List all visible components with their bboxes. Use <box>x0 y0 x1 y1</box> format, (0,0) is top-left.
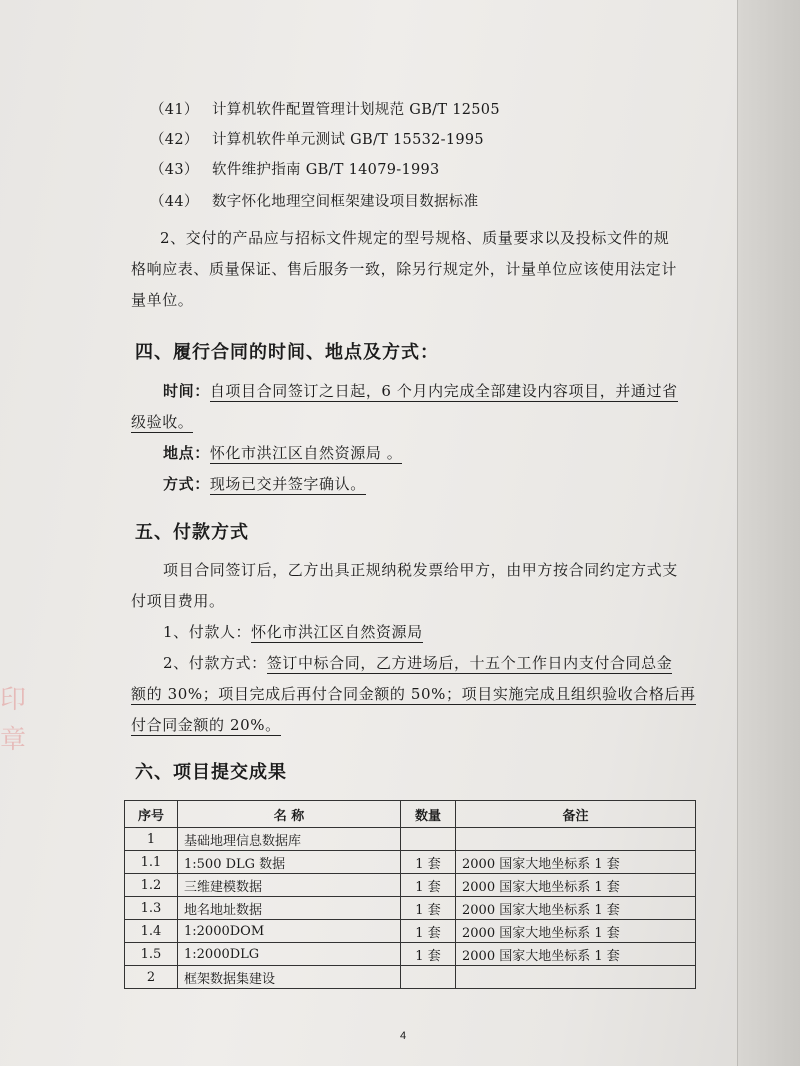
reference-item: （41） 计算机软件配置管理计划规范 GB/T 12505 <box>150 102 500 118</box>
cell: 1:500 DLG 数据 <box>178 851 401 874</box>
reference-item: （42） 计算机软件单元测试 GB/T 15532-1995 <box>150 132 484 148</box>
section-heading: 四、履行合同的时间、地点及方式： <box>135 342 439 363</box>
cell: 2000 国家大地坐标系 1 套 <box>456 897 696 920</box>
method-line: 方式：现场已交并签字确认。 <box>163 475 366 493</box>
place-line: 地点：怀化市洪江区自然资源局 。 <box>163 444 403 462</box>
paragraph-line: 格响应表、质量保证、售后服务一致，除另行规定外，计量单位应该使用法定计 <box>131 260 678 278</box>
time-line: 时间：自项目合同签订之日起，6 个月内完成全部建设内容项目，并通过省 <box>163 382 678 400</box>
cell: 2000 国家大地坐标系 1 套 <box>456 943 696 966</box>
cell: 1 套 <box>401 943 456 966</box>
cell: 1.1 <box>125 851 178 874</box>
paragraph-line: 2、交付的产品应与招标文件规定的型号规格、质量要求以及投标文件的规 <box>160 229 670 247</box>
cell: 1:2000DLG <box>178 943 401 966</box>
cell: 三维建模数据 <box>178 874 401 897</box>
payment-method-line: 2、付款方式：签订中标合同，乙方进场后，十五个工作日内支付合同总金 <box>163 654 673 672</box>
cell: 1 套 <box>401 897 456 920</box>
red-seal-stamp: 印 章 <box>0 685 27 755</box>
cell: 1 <box>125 828 178 851</box>
payment-method-line-cont: 额的 30%；项目完成后再付合同金额的 50%；项目实施完成且组织验收合格后再 <box>131 685 696 703</box>
cell: 1.3 <box>125 897 178 920</box>
cell: 框架数据集建设 <box>178 966 401 989</box>
table-row <box>125 851 696 874</box>
header-cell: 备注 <box>456 801 696 828</box>
table-header-row <box>125 801 696 828</box>
paragraph-line: 项目合同签订后，乙方出具正规纳税发票给甲方，由甲方按合同约定方式支 <box>163 561 678 579</box>
table-row <box>125 828 696 851</box>
cell <box>456 966 696 989</box>
cell <box>401 966 456 989</box>
header-cell: 名 称 <box>178 801 401 828</box>
payment-method-line-cont: 付合同金额的 20%。 <box>131 716 281 734</box>
header-cell: 序号 <box>125 801 178 828</box>
cell: 1 套 <box>401 920 456 943</box>
cell: 地名地址数据 <box>178 897 401 920</box>
cell: 2 <box>125 966 178 989</box>
cell: 1 套 <box>401 851 456 874</box>
table-row <box>125 897 696 920</box>
table-row <box>125 966 696 989</box>
deliverables-table <box>124 800 696 989</box>
cell: 2000 国家大地坐标系 1 套 <box>456 920 696 943</box>
cell <box>456 828 696 851</box>
cell: 2000 国家大地坐标系 1 套 <box>456 874 696 897</box>
table-row <box>125 943 696 966</box>
page-edge-shadow <box>737 0 800 1066</box>
paragraph-line: 付项目费用。 <box>131 592 225 610</box>
cell: 1.2 <box>125 874 178 897</box>
page-number: 4 <box>400 1030 407 1042</box>
section-heading: 六、项目提交成果 <box>135 762 287 783</box>
section-heading: 五、付款方式 <box>135 522 249 543</box>
cell: 1:2000DOM <box>178 920 401 943</box>
cell <box>401 828 456 851</box>
reference-item: （43） 软件维护指南 GB/T 14079-1993 <box>150 162 440 178</box>
header-cell: 数量 <box>401 801 456 828</box>
cell: 1.5 <box>125 943 178 966</box>
paragraph-line: 量单位。 <box>131 291 194 309</box>
payer-line: 1、付款人：怀化市洪江区自然资源局 <box>163 623 423 641</box>
table-row <box>125 874 696 897</box>
table-row <box>125 920 696 943</box>
time-line-cont: 级验收。 <box>131 413 194 431</box>
cell: 2000 国家大地坐标系 1 套 <box>456 851 696 874</box>
cell: 1.4 <box>125 920 178 943</box>
reference-item: （44） 数字怀化地理空间框架建设项目数据标准 <box>150 194 479 210</box>
cell: 基础地理信息数据库 <box>178 828 401 851</box>
cell: 1 套 <box>401 874 456 897</box>
